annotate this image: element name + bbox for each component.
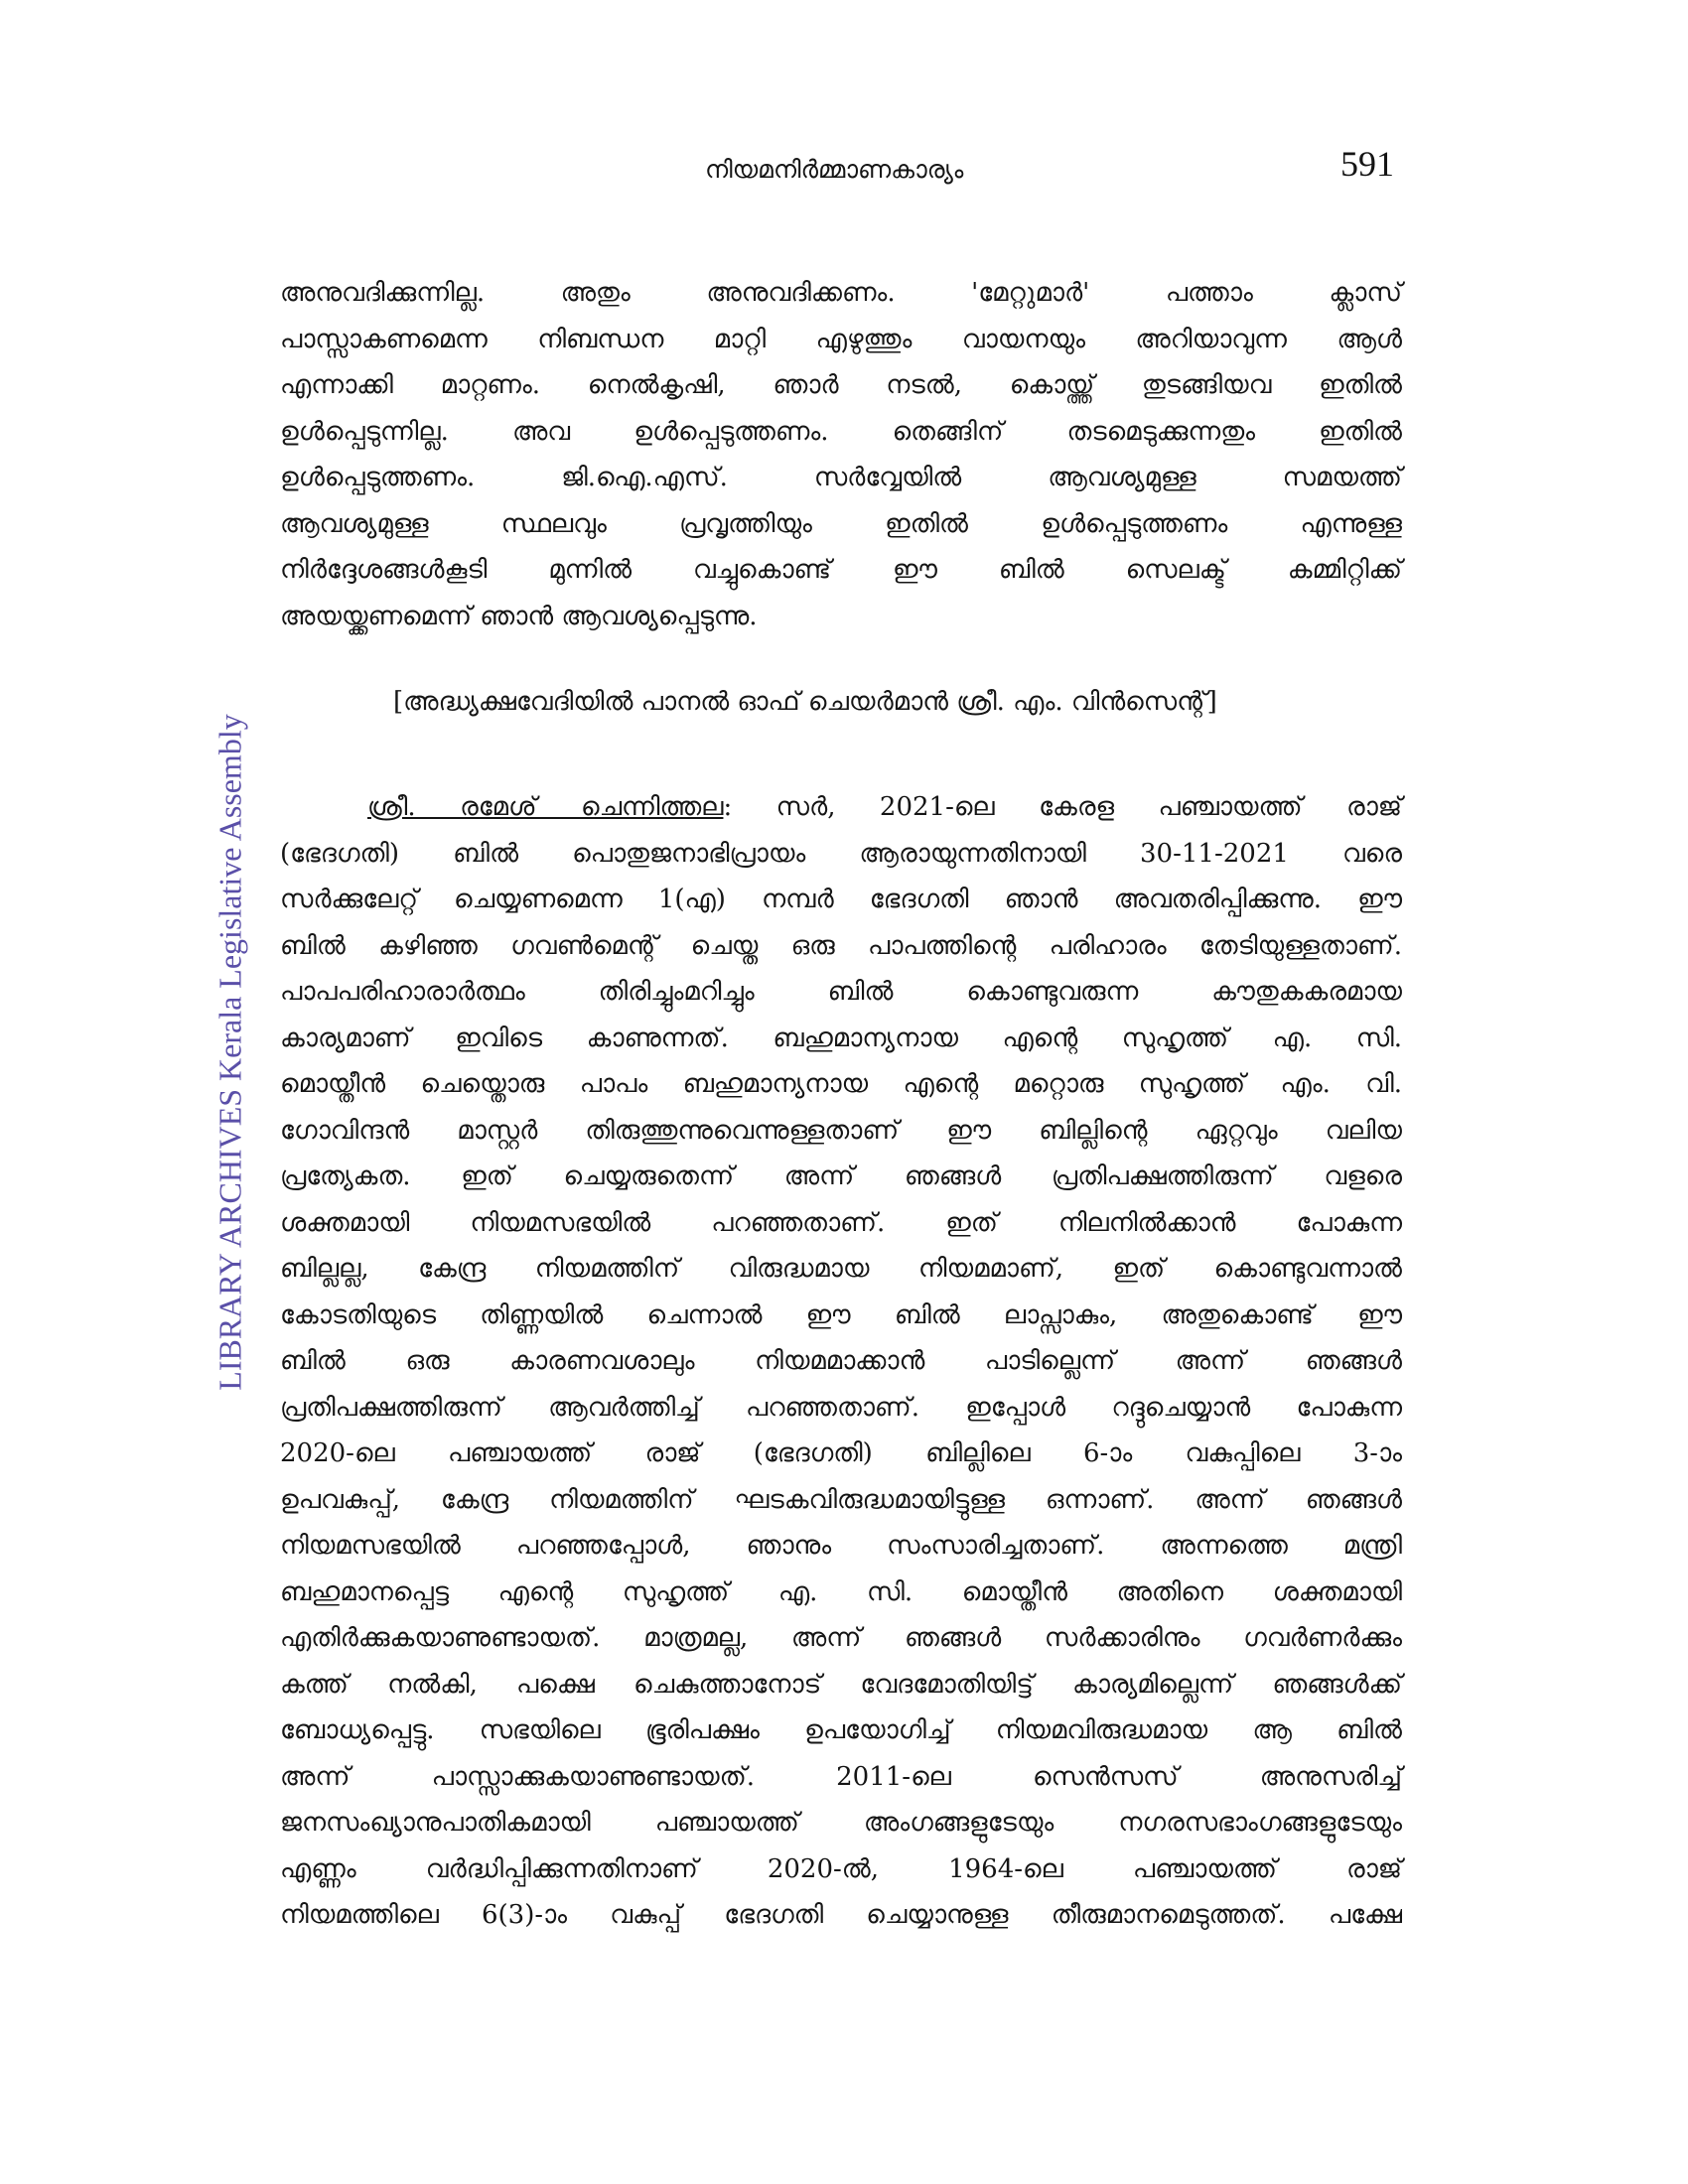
- text-line: എണ്ണം വർദ്ധിപ്പിക്കുന്നതിനാണ് 2020-ൽ, 1964-ലെ പഞ്ചായത്ത് രാജ്: [280, 1853, 1402, 1884]
- text-line: പ്രതിപക്ഷത്തിരുന്ന് ആവർത്തിച്ച് പറഞ്ഞതാണ്. ഇപ്പോൾ റദ്ദുചെയ്യാൻ പോകുന്ന: [280, 1392, 1402, 1423]
- text-line: കത്ത് നൽകി, പക്ഷെ ചെകുത്താനോട് വേദമോതിയിട്ട് കാര്യമില്ലെന്ന് ഞങ്ങൾക്ക്: [280, 1669, 1402, 1700]
- text-line: പാസ്സാകണമെന്ന നിബന്ധന മാറ്റി എഴുത്തും വായനയും അറിയാവുന്ന ആൾ: [280, 324, 1402, 354]
- text-line: (ഭേദഗതി) ബിൽ പൊതുജനാഭിപ്രായം ആരായുന്നതിനായി 30-11-2021 വരെ: [280, 838, 1402, 869]
- text-line: കോടതിയുടെ തിണ്ണയിൽ ചെന്നാൽ ഈ ബിൽ ലാപ്സാകും, അതുകൊണ്ട് ഈ: [280, 1299, 1402, 1330]
- text-line: 2020-ലെ പഞ്ചായത്ത് രാജ് (ഭേദഗതി) ബില്ലിലെ 6-ാം വകുപ്പിലെ 3-ാം: [280, 1438, 1402, 1468]
- text-line: കാര്യമാണ് ഇവിടെ കാണുന്നത്. ബഹുമാന്യനായ എന്റെ സുഹൃത്ത് എ. സി.: [280, 1023, 1402, 1053]
- text-line: ആവശ്യമുള്ള സ്ഥലവും പ്രവൃത്തിയും ഇതിൽ ഉൾപ്പെടുത്തണം എന്നുള്ള: [280, 508, 1402, 539]
- text-line: മൊയ്തീൻ ചെയ്തൊരു പാപം ബഹുമാന്യനായ എന്റെ മറ്റൊരു സുഹൃത്ത് എം. വി.: [280, 1069, 1402, 1099]
- running-header-title: നിയമനിർമ്മാണകാര്യം: [705, 155, 964, 184]
- speaker-name: ശ്രീ. രമേശ് ചെന്നിത്തല: [367, 792, 724, 822]
- text-line: സർക്കുലേറ്റ് ചെയ്യണമെന്ന 1(എ) നമ്പർ ഭേദഗതി ഞാൻ അവതരിപ്പിക്കുന്നു. ഈ: [280, 885, 1402, 914]
- text-line: എന്നാക്കി മാറ്റണം. നെൽകൃഷി, ഞാർ നടൽ, കൊയ്ത്ത് തുടങ്ങിയവ ഇതിൽ: [280, 370, 1402, 400]
- paragraph-continued: [280, 270, 1402, 639]
- text-line: അന്ന് പാസ്സാക്കുകയാണുണ്ടായത്. 2011-ലെ സെൻസസ് അനുസരിച്ച്: [280, 1761, 1402, 1792]
- page-number: 591: [1340, 144, 1394, 184]
- speech-paragraph: [280, 784, 1402, 1939]
- text-line: പാപപരിഹാരാർത്ഥം തിരിച്ചുംമറിച്ചും ബിൽ കൊണ്ടുവരുന്ന കൗതുകകരമായ: [280, 977, 1402, 1007]
- text-line: ബഹുമാനപ്പെട്ട എന്റെ സുഹൃത്ത് എ. സി. മൊയ്തീൻ അതിനെ ശക്തമായി: [280, 1576, 1402, 1607]
- chair-note: [അദ്ധ്യക്ഷവേദിയിൽ പാനൽ ഓഫ് ചെയർമാൻ ശ്രീ. എം. വിൻസെന്റ്]: [393, 687, 1217, 717]
- text-line: നിർദ്ദേശങ്ങൾകൂടി മുന്നിൽ വച്ചുകൊണ്ട് ഈ ബിൽ സെലക്ട് കമ്മിറ്റിക്ക്: [280, 555, 1402, 585]
- text-line: അയയ്ക്കണമെന്ന് ഞാൻ ആവശ്യപ്പെടുന്നു.: [280, 601, 758, 631]
- text-line: ജനസംഖ്യാനുപാതികമായി പഞ്ചായത്ത് അംഗങ്ങളുടേയും നഗരസഭാംഗങ്ങളുടേയും: [280, 1808, 1402, 1838]
- text-line: ഉൾപ്പെടുന്നില്ല. അവ ഉൾപ്പെടുത്തണം. തെങ്ങിന് തടമെടുക്കുന്നതും ഇതിൽ: [280, 416, 1402, 447]
- text-line: എതിർക്കുകയാണുണ്ടായത്. മാത്രമല്ല, അന്ന് ഞങ്ങൾ സർക്കാരിനും ഗവർണർക്കും: [280, 1623, 1402, 1653]
- speech-first-line: [280, 784, 1402, 831]
- text-line: അനുവദിക്കുന്നില്ല. അതും അനുവദിക്കണം. 'മേറ്റുമാർ' പത്താം ക്ലാസ്: [280, 278, 1402, 308]
- text-line: പ്രത്യേകത. ഇത് ചെയ്യരുതെന്ന് അന്ന് ഞങ്ങൾ പ്രതിപക്ഷത്തിരുന്ന് വളരെ: [280, 1161, 1402, 1191]
- text-line: ശക്തമായി നിയമസഭയിൽ പറഞ്ഞതാണ്. ഇത് നിലനിൽക്കാൻ പോകുന്ന: [280, 1207, 1402, 1238]
- speech-first-line-text: : സർ, 2021-ലെ കേരള പഞ്ചായത്ത് രാജ്: [723, 792, 1402, 822]
- text-line: നിയമസഭയിൽ പറഞ്ഞപ്പോൾ, ഞാനും സംസാരിച്ചതാണ്. അന്നത്തെ മന്ത്രി: [280, 1531, 1402, 1561]
- library-archive-stamp-text: LIBRARY ARCHIVES Kerala Legislative Assembly: [211, 714, 248, 1391]
- text-line: ബിൽ കഴിഞ്ഞ ഗവൺമെന്റ് ചെയ്ത ഒരു പാപത്തിന്റെ പരിഹാരം തേടിയുള്ളതാണ്.: [280, 930, 1402, 961]
- text-line: ബോധ്യപ്പെട്ടു. സഭയിലെ ഭൂരിപക്ഷം ഉപയോഗിച്ച് നിയമവിരുദ്ധമായ ആ ബിൽ: [280, 1715, 1402, 1745]
- text-line: ഉപവകുപ്പ്, കേന്ദ്ര നിയമത്തിന് ഘടകവിരുദ്ധമായിട്ടുള്ള ഒന്നാണ്. അന്ന് ഞങ്ങൾ: [280, 1484, 1402, 1515]
- text-line: ബിൽ ഒരു കാരണവശാലും നിയമമാക്കാൻ പാടില്ലെന്ന് അന്ന് ഞങ്ങൾ: [280, 1346, 1402, 1376]
- text-line: ബില്ലല്ല, കേന്ദ്ര നിയമത്തിന് വിരുദ്ധമായ നിയമമാണ്, ഇത് കൊണ്ടുവന്നാൽ: [280, 1254, 1402, 1284]
- text-line: ഗോവിന്ദൻ മാസ്റ്റർ തിരുത്തുന്നുവെന്നുള്ളതാണ് ഈ ബില്ലിന്റെ ഏറ്റവും വലിയ: [280, 1115, 1402, 1146]
- text-line: നിയമത്തിലെ 6(3)-ാം വകുപ്പ് ഭേദഗതി ചെയ്യാനുള്ള തീരുമാനമെടുത്തത്. പക്ഷേ: [280, 1900, 1402, 1930]
- text-line: ഉൾപ്പെടുത്തണം. ജി.ഐ.എസ്. സർവ്വേയിൽ ആവശ്യമുള്ള സമയത്ത്: [280, 463, 1402, 492]
